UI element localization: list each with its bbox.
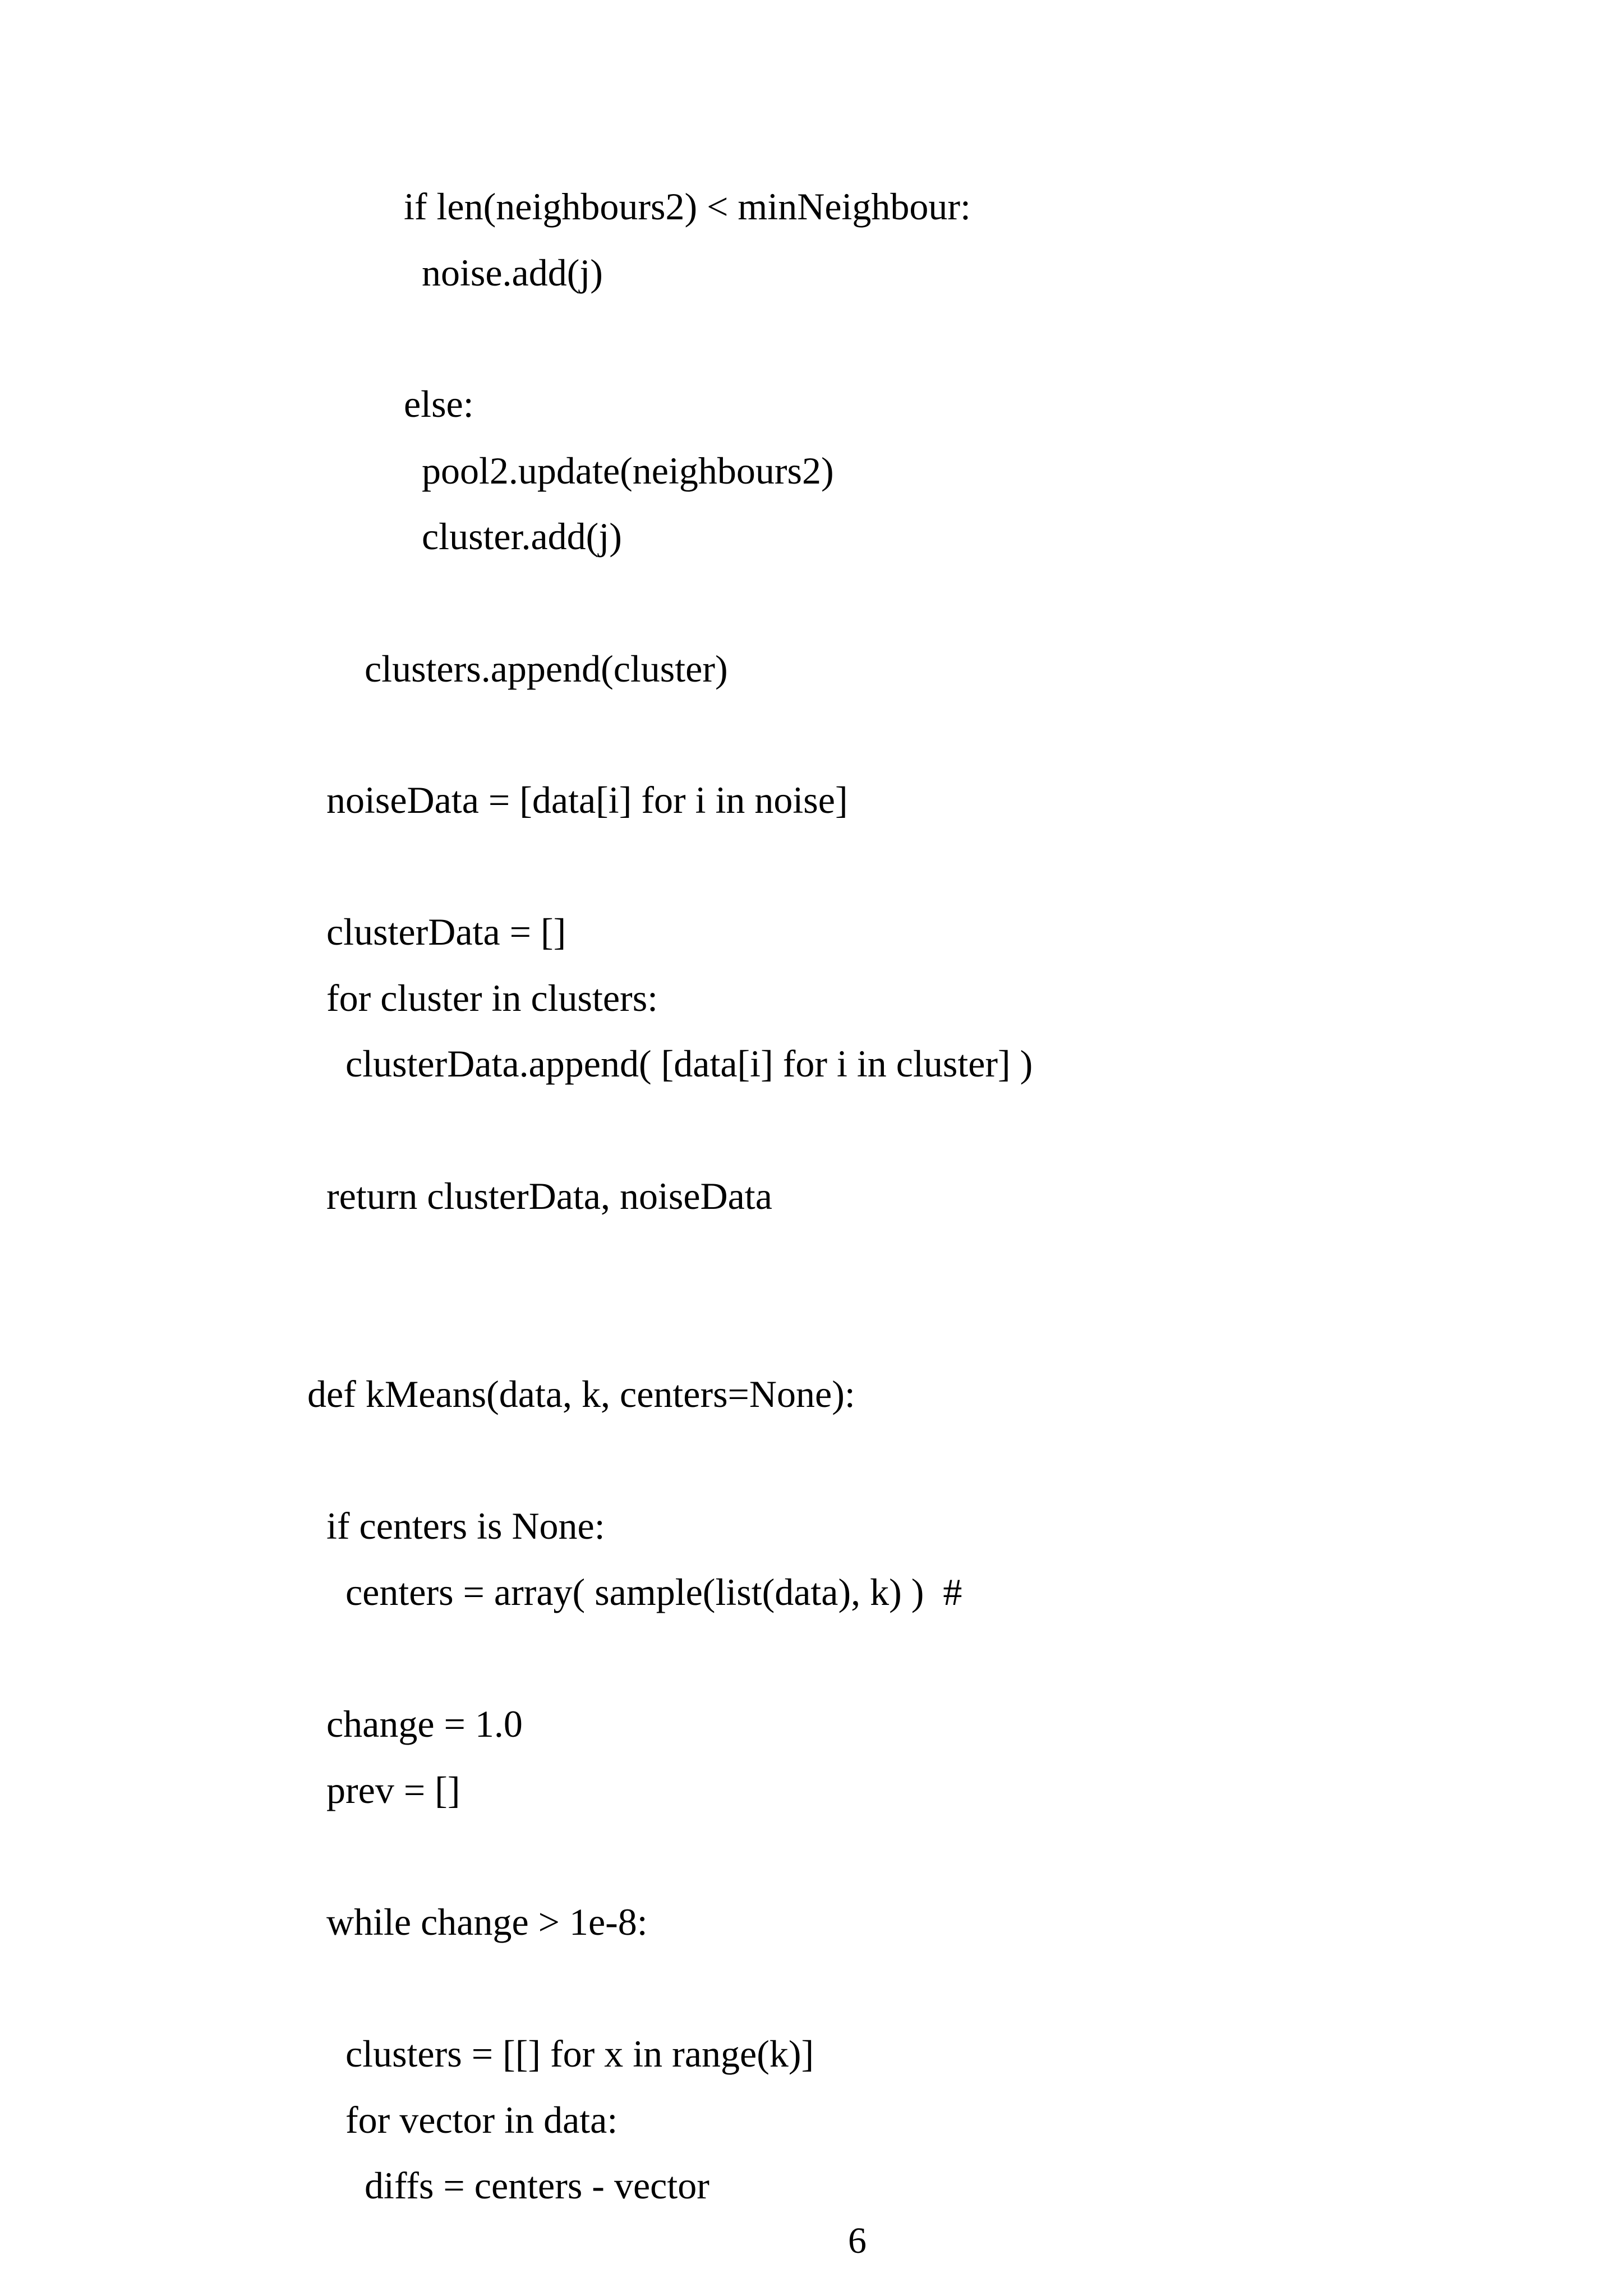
code-line: prev = []: [326, 1769, 460, 1811]
code-line: while change > 1e-8:: [326, 1901, 648, 1943]
code-line: noise.add(j): [422, 251, 603, 294]
code-line: if centers is None:: [326, 1504, 605, 1547]
code-line: cluster.add(j): [422, 515, 622, 558]
code-line: else:: [404, 383, 474, 425]
code-line: centers = array( sample(list(data), k) ) #: [345, 1571, 962, 1613]
code-line: clusterData.append( [data[i] for i in cluster] ): [345, 1042, 1033, 1085]
code-line: change = 1.0: [326, 1703, 523, 1745]
code-line: for vector in data:: [345, 2099, 618, 2141]
code-line: return clusterData, noiseData: [326, 1175, 772, 1217]
code-line: pool2.update(neighbours2): [422, 449, 834, 492]
code-line: if len(neighbours2) < minNeighbour:: [404, 185, 971, 228]
code-line: clusters = [[] for x in range(k)]: [345, 2032, 814, 2075]
code-line: def kMeans(data, k, centers=None):: [307, 1373, 855, 1415]
code-line: diffs = centers - vector: [365, 2164, 709, 2207]
code-line: for cluster in clusters:: [326, 977, 658, 1019]
page-number: 6: [848, 2220, 867, 2261]
code-line: clusterData = []: [326, 910, 566, 953]
code-line: noiseData = [data[i] for i in noise]: [326, 779, 848, 821]
code-line: clusters.append(cluster): [365, 647, 728, 690]
